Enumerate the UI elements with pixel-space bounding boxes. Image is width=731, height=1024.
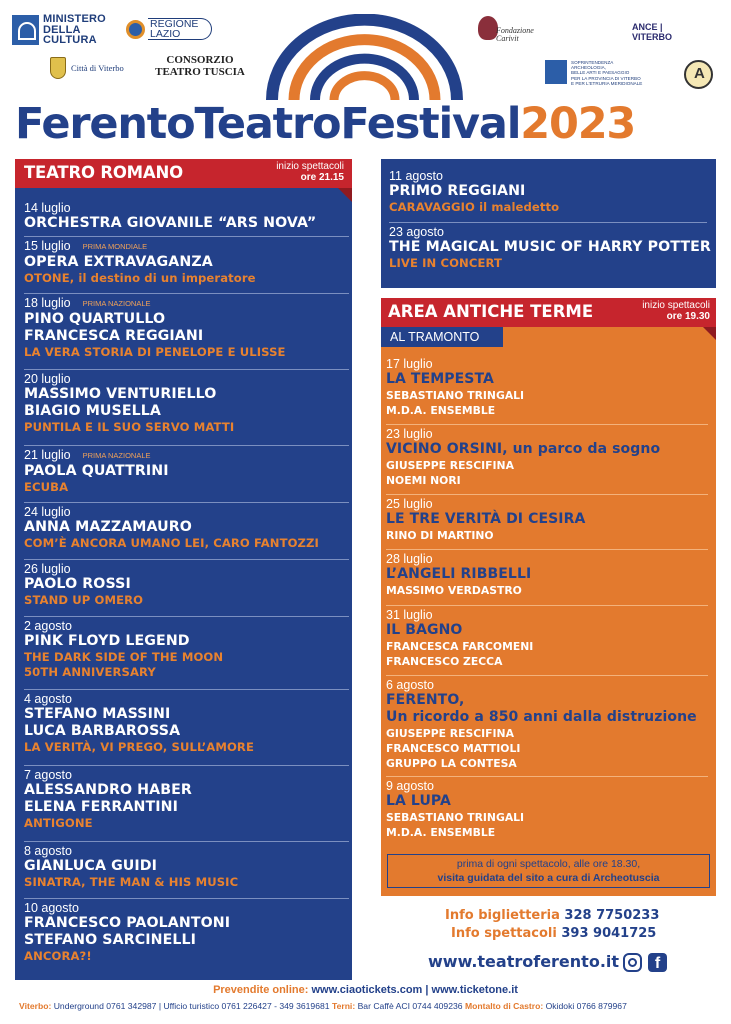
event-item: 21 luglio PRIMA NAZIONALE PAOLA QUATTRINI ECUBA xyxy=(24,448,169,494)
event-item: 18 luglio PRIMA NAZIONALE PINO QUARTULLO FRANCESCA REGGIANI LA VERA STORIA DI PENELOPE E ULISSE xyxy=(24,296,286,359)
rainbow-arc-logo xyxy=(262,14,467,100)
event-item: 7 agosto ALESSANDRO HABER ELENA FERRANTINI ANTIGONE xyxy=(24,768,192,830)
info-spettacoli: Info spettacoli 393 9041725 xyxy=(451,926,657,941)
event-item: 11 agosto PRIMO REGGIANI CARAVAGGIO il maledetto xyxy=(389,169,560,214)
guided-tour-note: prima di ogni spettacolo, alle ore 18.30, visita guidata del sito a cura di Archeotuscia xyxy=(387,854,710,888)
event-item: 28 luglio L’ANGELI RIBBELLI MASSIMO VERDASTRO xyxy=(386,552,532,597)
divider xyxy=(24,293,349,294)
divider xyxy=(24,445,349,446)
divider xyxy=(386,776,708,777)
facebook-icon[interactable]: f xyxy=(648,953,667,972)
divider xyxy=(24,236,349,237)
teatro-romano-header xyxy=(15,159,352,188)
divider xyxy=(24,502,349,503)
ribbon-fold xyxy=(703,327,716,340)
divider xyxy=(24,898,349,899)
event-item: 20 luglio MASSIMO VENTURIELLO BIAGIO MUSELLA PUNTILA E IL SUO SERVO MATTI xyxy=(24,372,235,434)
event-item: 23 agosto THE MAGICAL MUSIC OF HARRY POTTER LIVE IN CONCERT xyxy=(389,225,711,270)
event-item: 23 luglio VICINO ORSINI, un parco da sogno GIUSEPPE RESCIFINA NOEMI NORI xyxy=(386,427,661,487)
divider xyxy=(24,689,349,690)
archeotuscia-seal-logo xyxy=(684,60,713,89)
divider xyxy=(386,605,708,606)
festival-title: FerentoTeatroFestival2023 xyxy=(15,99,636,149)
website-link[interactable]: www.teatroferento.it xyxy=(428,952,620,971)
event-item: 31 luglio IL BAGNO FRANCESCA FARCOMENI FRANCESCO ZECCA xyxy=(386,608,534,668)
instagram-icon[interactable] xyxy=(623,953,642,972)
event-item: 4 agosto STEFANO MASSINI LUCA BARBAROSSA LA VERITÀ, VI PREGO, SULL’AMORE xyxy=(24,692,254,754)
al-tramonto-tag: AL TRAMONTO xyxy=(381,327,503,347)
start-time-label: inizio spettacoli ore 19.30 xyxy=(642,300,710,322)
divider xyxy=(24,616,349,617)
event-item: 8 agosto GIANLUCA GUIDI SINATRA, THE MAN & HIS MUSIC xyxy=(24,844,239,889)
divider xyxy=(24,841,349,842)
ribbon-fold xyxy=(338,188,352,202)
teatro-romano-panel xyxy=(15,159,352,980)
event-item: 9 agosto LA LUPA SEBASTIANO TRINGALI M.D.A. ENSEMBLE xyxy=(386,779,525,839)
divider xyxy=(386,424,708,425)
teatro-romano-continued-panel xyxy=(381,159,716,288)
footer-sales-points: Viterbo: Underground 0761 342987 | Ufficio turistico 0761 226427 - 349 3619681 Terni: Bar Caffè ACI 0744 409236 Montalto di Castro: Okidoki 0766 879967 xyxy=(19,1001,627,1011)
start-time-label: inizio spettacoli ore 21.15 xyxy=(276,161,344,183)
info-biglietteria: Info biglietteria 328 7750233 xyxy=(445,908,660,923)
divider xyxy=(386,494,708,495)
venue-name: TEATRO ROMANO xyxy=(24,163,183,182)
divider xyxy=(24,765,349,766)
divider xyxy=(389,222,707,223)
venue-name: AREA ANTICHE TERME xyxy=(388,302,594,321)
prevendite-line: Prevendite online: www.ciaotickets.com | www.ticketone.it xyxy=(213,984,518,996)
event-item: 10 agosto FRANCESCO PAOLANTONI STEFANO SARCINELLI ANCORA?! xyxy=(24,901,231,963)
event-item: 25 luglio LE TRE VERITÀ DI CESIRA RINO DI MARTINO xyxy=(386,497,586,542)
event-item: 14 luglio ORCHESTRA GIOVANILE “ARS NOVA” xyxy=(24,201,317,231)
divider xyxy=(386,549,708,550)
ministero-cultura-logo: MINISTERO DELLA CULTURA xyxy=(12,14,104,48)
antiche-terme-header xyxy=(381,298,716,327)
soprintendenza-logo: SOPRINTENDENZA ARCHEOLOGIA, BELLE ARTI E PAESAGGIO PER LA PROVINCIA DI VITERBO E PER L'ETRURIA MERIDIONALE xyxy=(545,60,645,84)
regione-lazio-logo: REGIONE LAZIO xyxy=(126,18,214,42)
consorzio-teatro-tuscia-logo: CONSORZIO TEATRO TUSCIA xyxy=(155,54,245,78)
divider xyxy=(386,675,708,676)
fondazione-carivit-logo: Fondazione Carivit xyxy=(478,16,540,46)
antiche-terme-panel xyxy=(381,298,716,896)
ance-viterbo-logo: ANCE | VITERBO xyxy=(632,22,673,42)
event-item: 6 agosto FERENTO, Un ricordo a 850 anni dalla distruzione GIUSEPPE RESCIFINA FRANCESCO MATTIOLI GRUPPO LA CONTESA xyxy=(386,678,697,770)
event-item: 24 luglio ANNA MAZZAMAURO COM’È ANCORA UMANO LEI, CARO FANTOZZI xyxy=(24,505,319,550)
event-item: 2 agosto PINK FLOYD LEGEND THE DARK SIDE OF THE MOON 50TH ANNIVERSARY xyxy=(24,619,224,679)
event-item: 26 luglio PAOLO ROSSI STAND UP OMERO xyxy=(24,562,144,607)
event-item: 17 luglio LA TEMPESTA SEBASTIANO TRINGALI M.D.A. ENSEMBLE xyxy=(386,357,525,417)
divider xyxy=(24,559,349,560)
citta-viterbo-logo: Città di Viterbo xyxy=(50,57,135,79)
divider xyxy=(24,369,349,370)
event-item: 15 luglio PRIMA MONDIALE OPERA EXTRAVAGANZA OTONE, il destino di un imperatore xyxy=(24,239,256,285)
